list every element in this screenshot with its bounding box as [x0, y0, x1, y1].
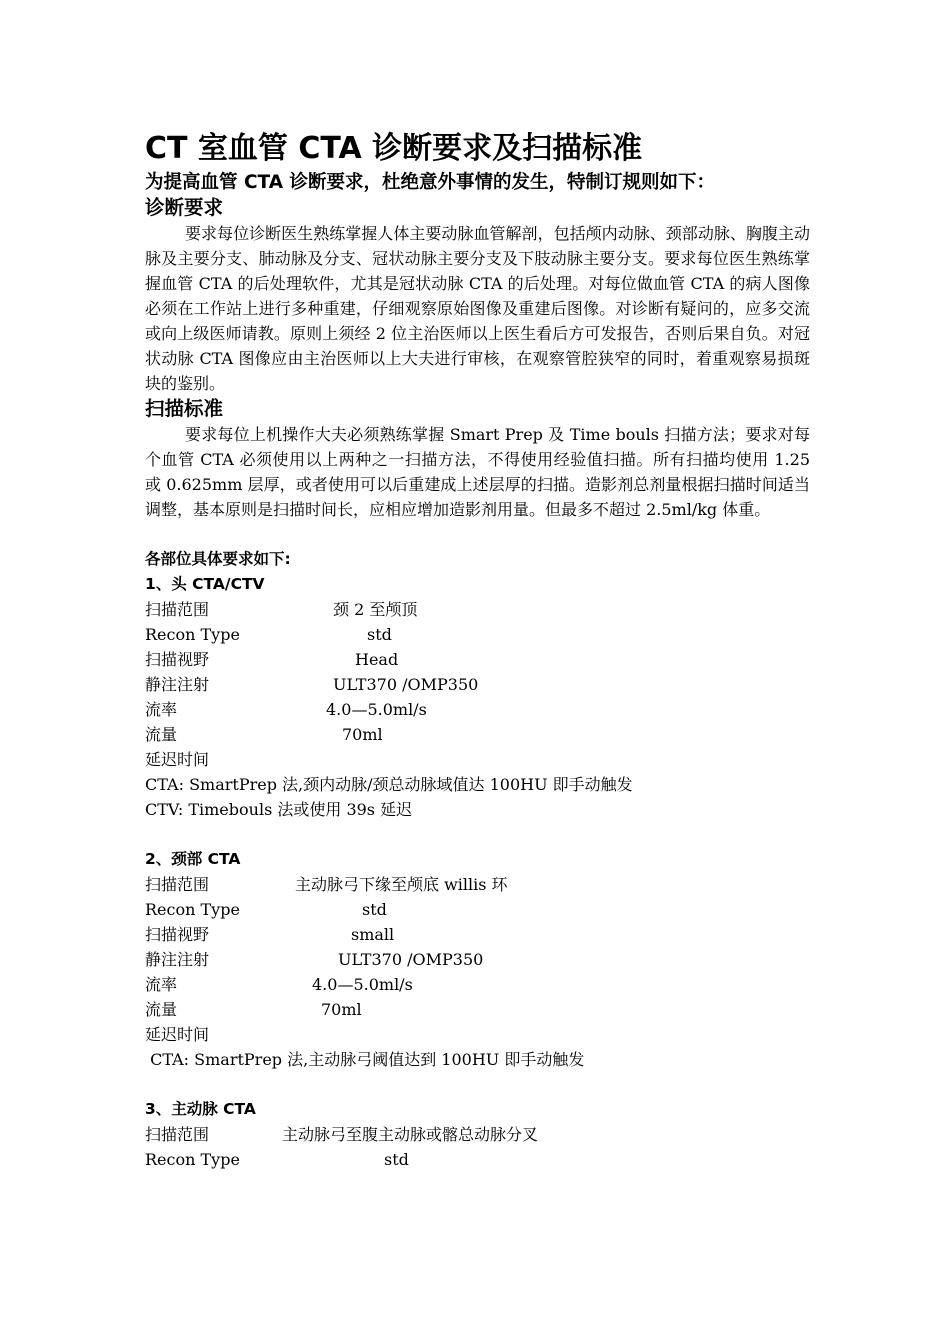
section-note: CTA: SmartPrep 法,颈内动脉/颈总动脉域值达 100HU 即手动触发 [145, 775, 633, 794]
param-value: 主动脉弓下缘至颅底 willis 环 [295, 875, 508, 894]
param-label: 流量 [145, 1000, 178, 1019]
param-value: 4.0—5.0ml/s [312, 975, 413, 994]
section-note: CTA: SmartPrep 法,主动脉弓阈值达到 100HU 即手动触发 [145, 1050, 585, 1069]
diagnosis-paragraph: 要求每位诊断医生熟练掌握人体主要动脉血管解剖，包括颅内动脉、颈部动脉、胸腹主动脉及主要分支、肺动脉及分支、冠状动脉主要分支及下肢动脉主要分支。要求每位医生熟练掌握血管 CTA 的后处理软件，尤其是冠状动脉 CTA 的后处理。对每位做血管 CTA 的病人图像必须在工作站上进行多种重建，仔细观察原始图像及重建后图像。对诊断有疑问的，应多交流或向上级医师请教。原则上须经 2 位主治医师以上医生看后方可发报告，否则后果自负。对冠状动脉 CTA 图像应由主治医师以上大夫进行审核，在观察管腔狭窄的同时，着重观察易损斑块的鉴别。 [145, 224, 810, 393]
param-label: Recon Type [145, 900, 240, 919]
param-label: 延迟时间 [145, 750, 210, 769]
param-row [145, 597, 810, 622]
param-row [145, 697, 810, 722]
param-row [145, 1147, 810, 1172]
param-row [145, 947, 810, 972]
param-row [145, 972, 810, 997]
param-row [145, 622, 810, 647]
param-row [145, 922, 810, 947]
param-row [145, 722, 810, 747]
scan-heading: 扫描标准 [145, 397, 224, 420]
param-value: 主动脉弓至腹主动脉或髂总动脉分叉 [282, 1125, 539, 1144]
param-row [145, 647, 810, 672]
param-row [145, 1022, 810, 1047]
param-label: Recon Type [145, 1150, 240, 1169]
document-title: CT 室血管 CTA 诊断要求及扫描标准 [145, 131, 643, 166]
param-label: 静注注射 [145, 675, 210, 694]
param-label: 静注注射 [145, 950, 210, 969]
param-label: Recon Type [145, 625, 240, 644]
param-value: 4.0—5.0ml/s [326, 700, 427, 719]
param-row [145, 897, 810, 922]
section-title-aorta-cta: 3、主动脉 CTA [145, 1100, 256, 1118]
param-label: 流率 [145, 975, 178, 994]
param-label: 扫描范围 [145, 875, 210, 894]
spacer [145, 822, 810, 847]
param-label: 流量 [145, 725, 178, 744]
param-row [145, 997, 810, 1022]
param-row [145, 872, 810, 897]
section-title-head-cta: 1、头 CTA/CTV [145, 575, 265, 593]
param-value: ULT370 /OMP350 [338, 950, 484, 969]
param-value: small [351, 925, 395, 944]
param-value: std [367, 625, 392, 644]
param-value: 70ml [321, 1000, 362, 1019]
document-subtitle: 为提高血管 CTA 诊断要求，杜绝意外事情的发生，特制订规则如下： [145, 172, 715, 193]
parts-heading: 各部位具体要求如下: [145, 550, 291, 568]
spacer [145, 522, 810, 547]
param-label: 流率 [145, 700, 178, 719]
param-row [145, 747, 810, 772]
param-label: 扫描范围 [145, 600, 210, 619]
param-row [145, 1122, 810, 1147]
param-value: 70ml [342, 725, 383, 744]
param-value: std [362, 900, 387, 919]
param-value: ULT370 /OMP350 [333, 675, 479, 694]
diagnosis-heading: 诊断要求 [145, 196, 224, 219]
document-content [145, 128, 810, 1172]
param-value: 颈 2 至颅顶 [333, 600, 418, 619]
param-label: 扫描视野 [145, 650, 210, 669]
section-note: CTV: Timebouls 法或使用 39s 延迟 [145, 800, 413, 819]
section-title-neck-cta: 2、颈部 CTA [145, 850, 241, 868]
param-label: 延迟时间 [145, 1025, 210, 1044]
param-row [145, 672, 810, 697]
param-label: 扫描范围 [145, 1125, 210, 1144]
spacer [145, 1072, 810, 1097]
scan-paragraph: 要求每位上机操作大夫必须熟练掌握 Smart Prep 及 Time bouls 扫描方法；要求对每个血管 CTA 必须使用以上两种之一扫描方法，不得使用经验值扫描。所有扫描均使用 1.25 或 0.625mm 层厚，或者使用可以后重建成上述层厚的扫描。造影剂总剂量根据扫描时间适当调整，基本原则是扫描时间长，应相应增加造影剂用量。但最多不超过 2.5ml/kg 体重。 [145, 425, 810, 519]
param-value: Head [355, 650, 399, 669]
param-label: 扫描视野 [145, 925, 210, 944]
param-value: std [384, 1150, 409, 1169]
